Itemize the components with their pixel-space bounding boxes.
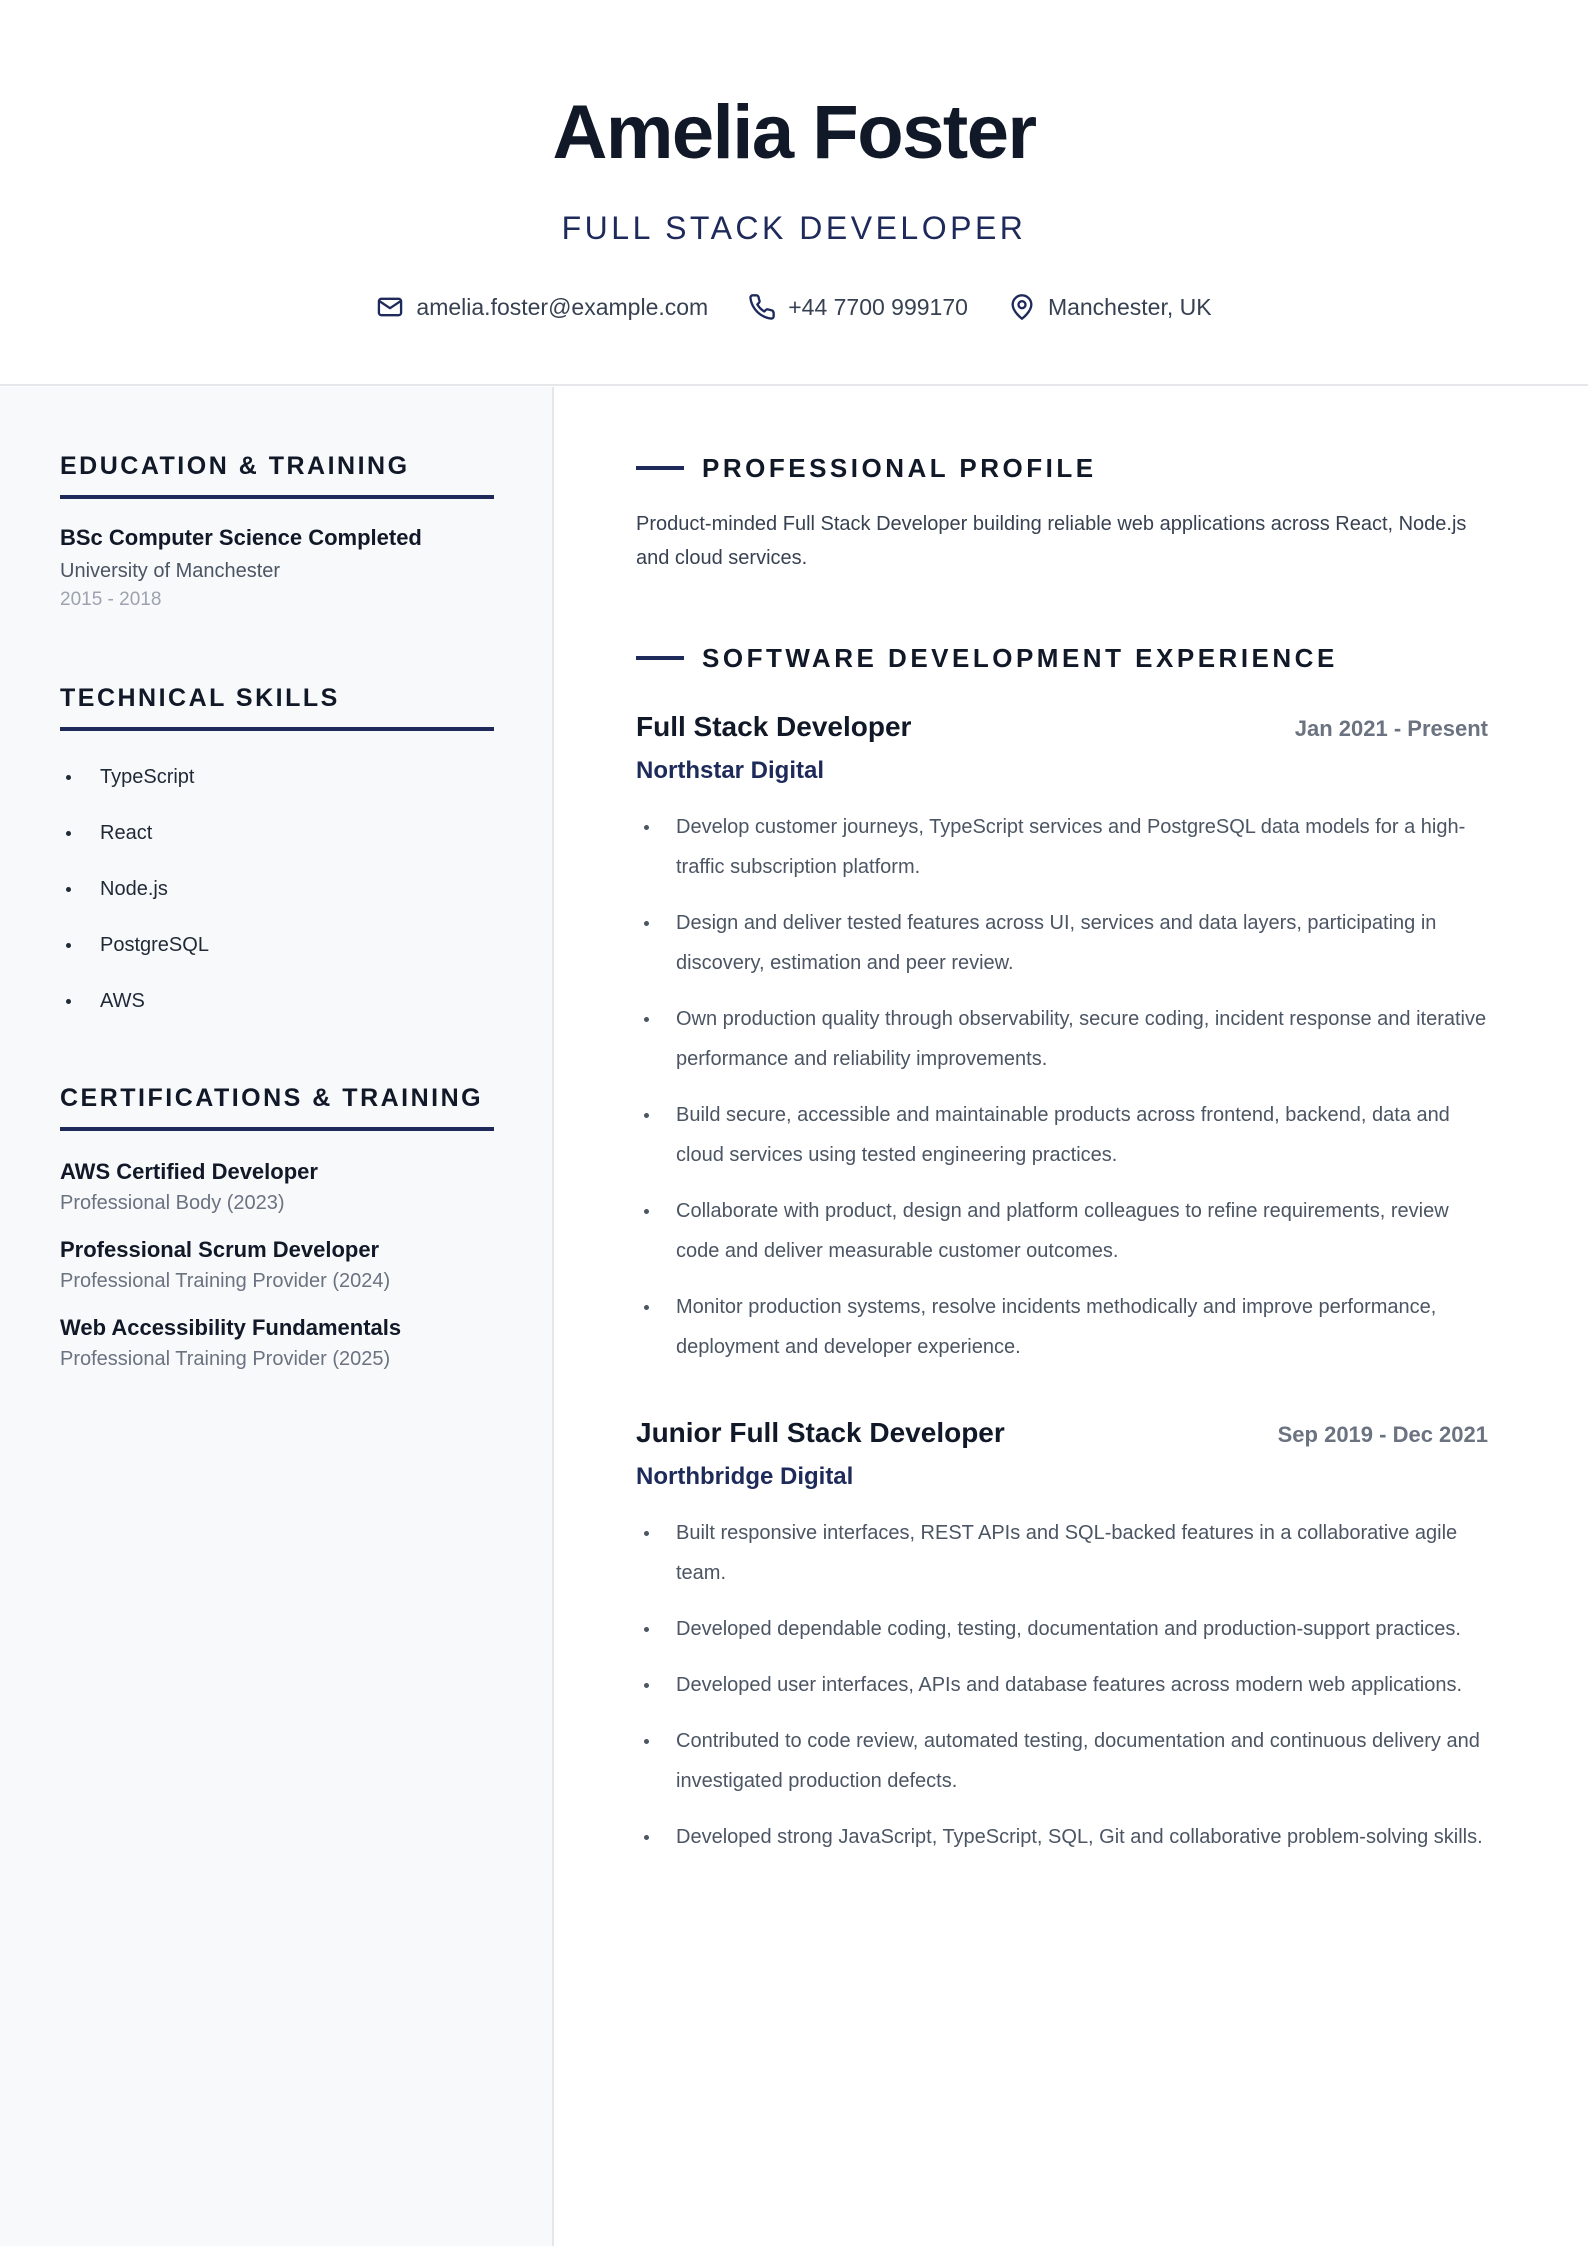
job-bullet: Developed user interfaces, APIs and database features across modern web applications. [636,1665,1488,1705]
location-text: Manchester, UK [1047,294,1212,320]
resume-header [0,0,1588,386]
candidate-title: FULL STACK DEVELOPER [561,210,1027,246]
job-bullets [636,807,1488,1367]
skill-item: PostgreSQL [60,917,494,973]
certification-name: AWS Certified Developer [60,1159,318,1184]
phone-icon [748,293,776,321]
job-bullet: Developed strong JavaScript, TypeScript, SQL, Git and collaborative problem-solving skills. [636,1817,1488,1857]
job-dates: Jan 2021 - Present [1294,716,1488,741]
job-dates: Sep 2019 - Dec 2021 [1277,1422,1488,1447]
education-heading: EDUCATION & TRAINING [60,449,494,499]
skill-item: Node.js [60,861,494,917]
profile-summary: Product-minded Full Stack Developer building reliable web applications across React, Node.js and cloud services. [636,513,1467,569]
contact-row [0,290,1588,324]
job-bullet: Develop customer journeys, TypeScript services and PostgreSQL data models for a high-traffic subscription platform. [636,807,1488,887]
certification-item [60,1313,494,1373]
sidebar [0,387,554,2246]
job-bullet: Contributed to code review, automated testing, documentation and continuous delivery and investigated production defects. [636,1721,1488,1801]
certifications-section [60,1081,494,1373]
skill-item: AWS [60,973,494,1029]
certification-meta: Professional Training Provider (2024) [60,1270,391,1292]
education-section [60,449,494,613]
certification-meta: Professional Body (2023) [60,1192,285,1214]
certifications-heading: CERTIFICATIONS & TRAINING [60,1081,494,1131]
heading-accent-bar [636,656,684,660]
certification-item [60,1157,494,1217]
education-degree: BSc Computer Science Completed [60,525,422,550]
contact-location [1008,290,1212,324]
job-bullet: Developed dependable coding, testing, documentation and production-support practices. [636,1609,1488,1649]
job-company: Northbridge Digital [636,1463,854,1490]
contact-phone[interactable] [748,290,968,324]
job-company: Northstar Digital [636,757,825,784]
contact-email[interactable] [376,290,708,324]
job-role: Junior Full Stack Developer [636,1417,1005,1448]
job-bullets [636,1513,1488,1857]
job-entry [636,1415,1488,1873]
skill-item: React [60,805,494,861]
mail-icon [376,293,404,321]
heading-accent-bar [636,466,684,470]
education-school: University of Manchester [60,560,281,582]
job-bullet: Build secure, accessible and maintainable products across frontend, backend, data and cloud services using tested engineering practices. [636,1095,1488,1175]
job-role: Full Stack Developer [636,711,912,742]
phone-text: +44 7700 999170 [788,294,968,320]
job-bullet: Built responsive interfaces, REST APIs and SQL-backed features in a collaborative agile team. [636,1513,1488,1593]
job-bullet: Collaborate with product, design and platform colleagues to refine requirements, review code and deliver measurable customer outcomes. [636,1191,1488,1271]
experience-heading-text: SOFTWARE DEVELOPMENT EXPERIENCE [702,643,1338,673]
job-header [636,1415,1488,1451]
job-bullet: Monitor production systems, resolve incidents methodically and improve performance, deployment and developer experience. [636,1287,1488,1367]
profile-heading-text: PROFESSIONAL PROFILE [702,453,1097,483]
map-pin-icon [1008,293,1036,321]
certification-name: Professional Scrum Developer [60,1237,380,1262]
job-bullet: Own production quality through observability, secure coding, incident response and iterative performance and reliability improvements. [636,999,1488,1079]
certification-meta: Professional Training Provider (2025) [60,1348,391,1370]
skills-heading: TECHNICAL SKILLS [60,681,494,731]
candidate-name: Amelia Foster [552,90,1036,175]
job-entry [636,709,1488,1383]
skill-item: TypeScript [60,749,494,805]
job-bullet: Design and deliver tested features across UI, services and data layers, participating in discovery, estimation and peer review. [636,903,1488,983]
experience-heading [636,641,1338,675]
job-header [636,709,1488,745]
profile-heading [636,451,1097,485]
education-years: 2015 - 2018 [60,589,162,610]
certification-name: Web Accessibility Fundamentals [60,1315,402,1340]
certification-item [60,1235,494,1295]
skills-list [60,749,494,1029]
skills-section [60,681,494,1029]
email-text: amelia.foster@example.com [416,294,709,320]
